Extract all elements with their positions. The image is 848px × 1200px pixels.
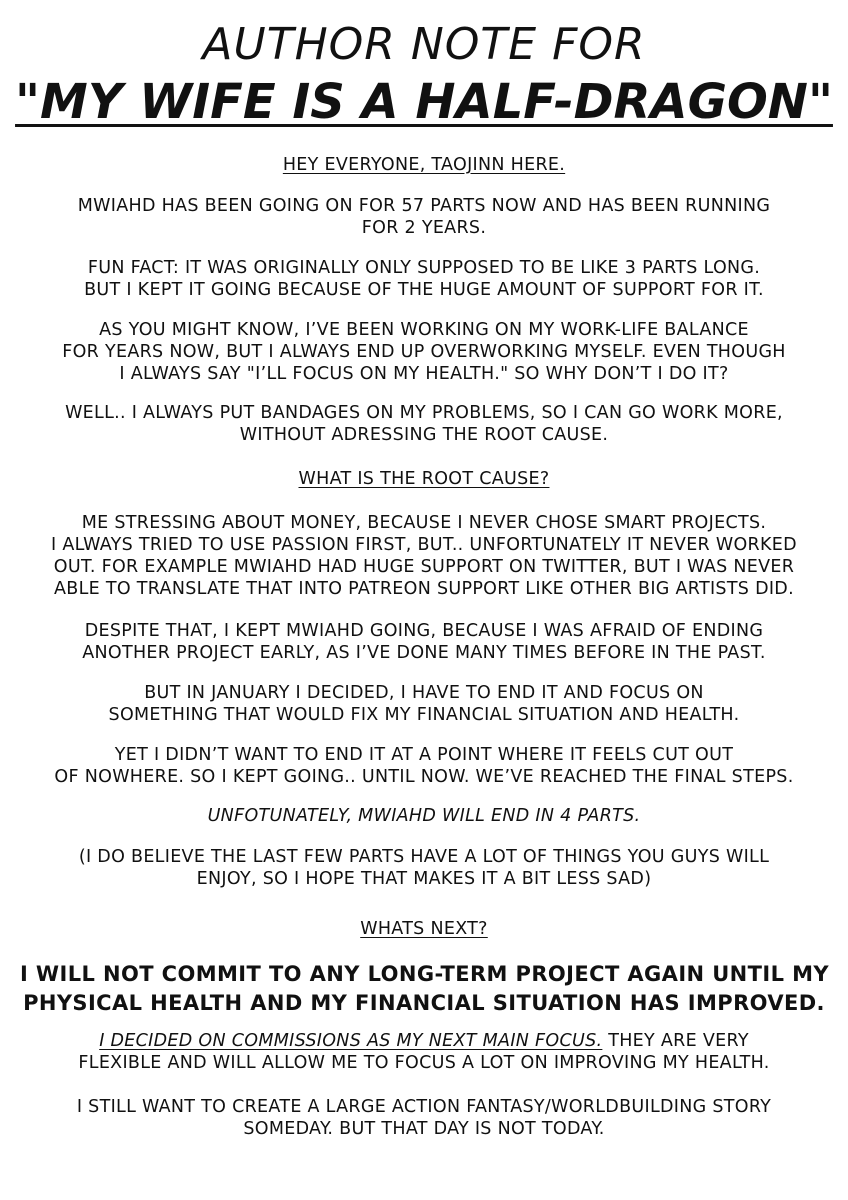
paragraph-line: BUT I KEPT IT GOING BECAUSE OF THE HUGE AMOUNT OF SUPPORT FOR IT.: [84, 280, 764, 300]
paragraph-line: FOR YEARS NOW, BUT I ALWAYS END UP OVERWORKING MYSELF. EVEN THOUGH: [62, 342, 786, 362]
paragraph-bandages: [20, 402, 828, 446]
paragraph-line: I ALWAYS SAY "I’LL FOCUS ON MY HEALTH." SO WHY DON’T I DO IT?: [119, 364, 729, 384]
paragraph-line: ANOTHER PROJECT EARLY, AS I’VE DONE MANY TIMES BEFORE IN THE PAST.: [82, 643, 766, 663]
whats-next-heading-text: WHATS NEXT?: [360, 919, 488, 939]
paragraph-line: YET I DIDN’T WANT TO END IT AT A POINT WHERE IT FEELS CUT OUT: [114, 745, 734, 765]
paragraph-last-parts: [20, 846, 828, 890]
paragraph-line: I STILL WANT TO CREATE A LARGE ACTION FANTASY/WORLDBUILDING STORY: [76, 1097, 772, 1117]
commissions-rest: THEY ARE VERY: [602, 1031, 749, 1051]
paragraph-kept-going: [20, 620, 828, 664]
paragraph-money-stress: [20, 512, 828, 600]
paragraph-line: [20, 1030, 828, 1052]
greeting-heading: [20, 154, 828, 176]
paragraph-line: FUN FACT: IT WAS ORIGINALLY ONLY SUPPOSED TO BE LIKE 3 PARTS LONG.: [87, 258, 761, 278]
title-line-2: [0, 74, 848, 130]
paragraph-parts-count: [20, 195, 828, 239]
paragraph-line: DESPITE THAT, I KEPT MWIAHD GOING, BECAUSE I WAS AFRAID OF ENDING: [84, 621, 764, 641]
paragraph-final-steps: [20, 744, 828, 788]
bold-statement: [20, 960, 828, 1018]
paragraph-line: ABLE TO TRANSLATE THAT INTO PATREON SUPPORT LIKE OTHER BIG ARTISTS DID.: [54, 579, 794, 599]
commissions-emphasis: I DECIDED ON COMMISSIONS AS MY NEXT MAIN FOCUS.: [99, 1031, 603, 1051]
paragraph-line: OF NOWHERE. SO I KEPT GOING.. UNTIL NOW. WE’VE REACHED THE FINAL STEPS.: [54, 767, 794, 787]
paragraph-commissions: [20, 1030, 828, 1074]
root-cause-heading: [20, 468, 828, 490]
paragraph-line: FLEXIBLE AND WILL ALLOW ME TO FOCUS A LOT ON IMPROVING MY HEALTH.: [78, 1053, 770, 1073]
paragraph-line: UNFOTUNATELY, MWIAHD WILL END IN 4 PARTS.: [207, 806, 641, 826]
bold-statement-line: PHYSICAL HEALTH AND MY FINANCIAL SITUATION HAS IMPROVED.: [23, 991, 825, 1015]
root-cause-heading-text: WHAT IS THE ROOT CAUSE?: [298, 469, 550, 489]
paragraph-january-decision: [20, 682, 828, 726]
paragraph-line: BUT IN JANUARY I DECIDED, I HAVE TO END IT AND FOCUS ON: [144, 683, 704, 703]
title-comic-name: "MY WIFE IS A HALF-DRAGON": [15, 74, 833, 130]
paragraph-line: WITHOUT ADRESSING THE ROOT CAUSE.: [239, 425, 609, 445]
paragraph-line: ENJOY, SO I HOPE THAT MAKES IT A BIT LESS SAD): [196, 869, 652, 889]
paragraph-line: OUT. FOR EXAMPLE MWIAHD HAD HUGE SUPPORT ON TWITTER, BUT I WAS NEVER: [53, 557, 795, 577]
paragraph-line: ME STRESSING ABOUT MONEY, BECAUSE I NEVER CHOSE SMART PROJECTS.: [81, 513, 767, 533]
whats-next-heading: [20, 918, 828, 940]
paragraph-line: SOMETHING THAT WOULD FIX MY FINANCIAL SITUATION AND HEALTH.: [108, 705, 740, 725]
paragraph-line: I ALWAYS TRIED TO USE PASSION FIRST, BUT.. UNFORTUNATELY IT NEVER WORKED: [51, 535, 797, 555]
paragraph-line: (I DO BELIEVE THE LAST FEW PARTS HAVE A LOT OF THINGS YOU GUYS WILL: [78, 847, 770, 867]
bold-statement-line: I WILL NOT COMMIT TO ANY LONG-TERM PROJECT AGAIN UNTIL MY: [20, 962, 829, 986]
paragraph-work-life-balance: [20, 319, 828, 385]
paragraph-line: AS YOU MIGHT KNOW, I’VE BEEN WORKING ON MY WORK-LIFE BALANCE: [99, 320, 749, 340]
paragraph-line: WELL.. I ALWAYS PUT BANDAGES ON MY PROBLEMS, SO I CAN GO WORK MORE,: [65, 403, 783, 423]
paragraph-line: SOMEDAY. BUT THAT DAY IS NOT TODAY.: [243, 1119, 605, 1139]
greeting-text: HEY EVERYONE, TAOJINN HERE.: [282, 155, 566, 175]
paragraph-ending-announcement: [20, 805, 828, 827]
paragraph-line: MWIAHD HAS BEEN GOING ON FOR 57 PARTS NOW AND HAS BEEN RUNNING: [77, 196, 771, 216]
paragraph-future-story: [20, 1096, 828, 1140]
title-line-1: AUTHOR NOTE FOR: [202, 19, 646, 70]
paragraph-fun-fact: [20, 257, 828, 301]
paragraph-line: FOR 2 YEARS.: [361, 218, 487, 238]
